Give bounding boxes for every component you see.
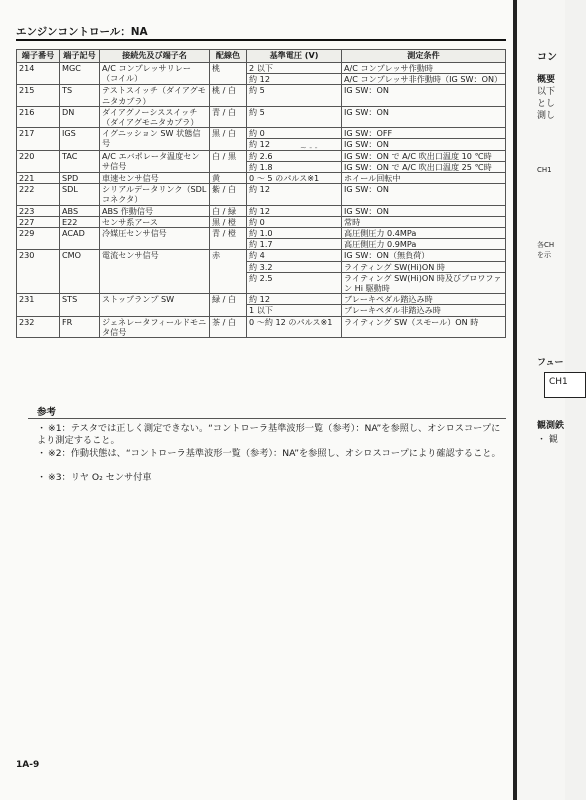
pencil-mark: ~ - - <box>300 143 318 152</box>
cell-connection: ジェネレータフィールドモニタ信号 <box>100 316 210 337</box>
col-header-wire-color: 配線色 <box>210 50 247 63</box>
cell-wire-color: 赤 <box>210 250 247 294</box>
cell-terminal-no: 230 <box>17 250 60 294</box>
cell-measurement-condition: ライティング SW（スモール）ON 時 <box>342 316 506 337</box>
cell-reference-voltage: 約 1.0 <box>247 228 342 239</box>
adjacent-box <box>544 372 586 398</box>
title-underline <box>16 39 506 41</box>
note-item <box>37 423 507 447</box>
table-row <box>17 228 506 239</box>
cell-terminal-no: 227 <box>17 216 60 227</box>
cell-connection: ストップランプ SW <box>100 294 210 316</box>
col-header-terminal-no: 端子番号 <box>17 50 60 63</box>
cell-terminal-symbol: MGC <box>60 63 100 85</box>
cell-reference-voltage: 約 3.2 <box>247 261 342 272</box>
adjacent-text: CH1 <box>537 166 552 174</box>
note-text: ※3：リヤ O₂ センサ付車 <box>48 472 152 483</box>
note-item <box>37 472 507 484</box>
cell-reference-voltage: 2 以下 <box>247 63 342 74</box>
table-row <box>17 184 506 205</box>
cell-measurement-condition: IG SW：ON（無負荷） <box>342 250 506 261</box>
adjacent-text: コン <box>537 52 557 63</box>
cell-terminal-no: 216 <box>17 106 60 127</box>
adjacent-text: とし <box>537 99 556 109</box>
cell-terminal-no: 223 <box>17 205 60 216</box>
cell-connection: A/C コンプレッサリレー（コイル） <box>100 63 210 85</box>
cell-reference-voltage: 約 1.8 <box>247 161 342 172</box>
cell-reference-voltage: 約 0 <box>247 128 342 139</box>
cell-terminal-symbol: STS <box>60 294 100 316</box>
cell-terminal-symbol: E22 <box>60 216 100 227</box>
table-row <box>17 294 506 305</box>
cell-terminal-symbol: ACAD <box>60 228 100 250</box>
cell-terminal-symbol: SDL <box>60 184 100 205</box>
cell-measurement-condition: ブレーキペダル踏込み時 <box>342 294 506 305</box>
cell-reference-voltage: 約 12 <box>247 74 342 85</box>
adjacent-text: CH1 <box>549 377 568 387</box>
cell-reference-voltage: 約 12 <box>247 294 342 305</box>
cell-connection: センサ系アース <box>100 216 210 227</box>
cell-reference-voltage: 0 ～約 12 のパルス※1 <box>247 316 342 337</box>
cell-reference-voltage: 約 5 <box>247 85 342 106</box>
terminal-table <box>16 49 506 338</box>
cell-reference-voltage: 約 12 <box>247 139 342 150</box>
adjacent-text: フュー <box>537 358 564 368</box>
cell-measurement-condition: IG SW：ON <box>342 106 506 127</box>
notes-divider <box>28 418 506 419</box>
cell-reference-voltage: 約 2.6 <box>247 150 342 161</box>
cell-terminal-symbol: TS <box>60 85 100 106</box>
cell-measurement-condition: IG SW：ON <box>342 139 506 150</box>
table-row <box>17 106 506 127</box>
cell-reference-voltage: 約 2.5 <box>247 272 342 293</box>
bullet-icon: ・ <box>37 448 47 459</box>
cell-connection: A/C エバポレータ温度センサ信号 <box>100 150 210 172</box>
cell-measurement-condition: IG SW：ON <box>342 85 506 106</box>
cell-terminal-symbol: SPD <box>60 173 100 184</box>
cell-reference-voltage: 約 12 <box>247 205 342 216</box>
col-header-terminal-symbol: 端子記号 <box>60 50 100 63</box>
cell-terminal-no: 221 <box>17 173 60 184</box>
cell-connection: テストスイッチ（ダイアグモニタカプラ） <box>100 85 210 106</box>
cell-wire-color: 青 / 白 <box>210 106 247 127</box>
cell-measurement-condition: ライティング SW(Hi)ON 時 <box>342 261 506 272</box>
col-header-reference-voltage: 基準電圧 (V) <box>247 50 342 63</box>
cell-terminal-no: 214 <box>17 63 60 85</box>
cell-measurement-condition: IG SW：ON で A/C 吹出口温度 25 ℃時 <box>342 161 506 172</box>
note-item <box>37 448 507 460</box>
adjacent-text: を示 <box>537 251 551 259</box>
table-header-row <box>17 50 506 63</box>
cell-terminal-symbol: FR <box>60 316 100 337</box>
cell-connection: ABS 作動信号 <box>100 205 210 216</box>
cell-wire-color: 黒 / 白 <box>210 128 247 150</box>
table-row <box>17 85 506 106</box>
adjacent-text: ・ 観 <box>537 435 558 445</box>
cell-terminal-symbol: DN <box>60 106 100 127</box>
cell-wire-color: 青 / 橙 <box>210 228 247 250</box>
table-row <box>17 205 506 216</box>
cell-reference-voltage: 約 12 <box>247 184 342 205</box>
note-text: ※1：テスタでは正しく測定できない。“コントローラ基準波形一覧（参考）：NA”を参照し、オシロスコープにより測定すること。 <box>37 423 501 446</box>
cell-terminal-symbol: CMO <box>60 250 100 294</box>
table-row <box>17 250 506 261</box>
cell-measurement-condition: ブレーキペダル非踏込み時 <box>342 305 506 316</box>
cell-wire-color: 黄 <box>210 173 247 184</box>
page-number: 1A-9 <box>16 760 40 770</box>
cell-reference-voltage: 約 5 <box>247 106 342 127</box>
cell-terminal-symbol: TAC <box>60 150 100 172</box>
table-row <box>17 173 506 184</box>
cell-wire-color: 茶 / 白 <box>210 316 247 337</box>
cell-reference-voltage: 約 1.7 <box>247 239 342 250</box>
adjacent-text: 各CH <box>537 241 555 249</box>
table-row <box>17 316 506 337</box>
cell-measurement-condition: 高圧側圧力 0.4MPa <box>342 228 506 239</box>
cell-terminal-no: 215 <box>17 85 60 106</box>
table-row <box>17 128 506 139</box>
table-row <box>17 150 506 161</box>
cell-measurement-condition: ホイール回転中 <box>342 173 506 184</box>
col-header-connection: 接続先及び端子名 <box>100 50 210 63</box>
cell-reference-voltage: 0 ～ 5 のパルス※1 <box>247 173 342 184</box>
bullet-icon: ・ <box>37 423 47 434</box>
table-row <box>17 63 506 74</box>
table-row <box>17 216 506 227</box>
cell-reference-voltage: 約 0 <box>247 216 342 227</box>
cell-connection: 冷媒圧センサ信号 <box>100 228 210 250</box>
cell-measurement-condition: IG SW：OFF <box>342 128 506 139</box>
cell-wire-color: 桃 <box>210 63 247 85</box>
bullet-icon: ・ <box>37 472 47 483</box>
cell-terminal-no: 231 <box>17 294 60 316</box>
cell-measurement-condition: IG SW：ON <box>342 205 506 216</box>
cell-wire-color: 黒 / 橙 <box>210 216 247 227</box>
notes-title: 参考 <box>37 407 57 418</box>
cell-reference-voltage: 1 以下 <box>247 305 342 316</box>
cell-measurement-condition: A/C コンプレッサ非作動時（IG SW：ON） <box>342 74 506 85</box>
adjacent-text: 以下 <box>537 87 556 97</box>
adjacent-text: 測し <box>537 111 556 121</box>
cell-terminal-no: 217 <box>17 128 60 150</box>
adjacent-text: 概要 <box>537 75 556 85</box>
cell-wire-color: 白 / 緑 <box>210 205 247 216</box>
cell-terminal-no: 222 <box>17 184 60 205</box>
cell-measurement-condition: IG SW：ON で A/C 吹出口温度 10 ℃時 <box>342 150 506 161</box>
cell-measurement-condition: ライティング SW(Hi)ON 時及びブロワファン Hi 駆動時 <box>342 272 506 293</box>
cell-measurement-condition: A/C コンプレッサ作動時 <box>342 63 506 74</box>
cell-wire-color: 緑 / 白 <box>210 294 247 316</box>
adjacent-text: 観測鉄 <box>537 421 565 431</box>
col-header-measurement-condition: 測定条件 <box>342 50 506 63</box>
cell-connection: イグニッション SW 状態信号 <box>100 128 210 150</box>
page-title: エンジンコントロール：NA <box>16 26 148 38</box>
cell-connection: 車速センサ信号 <box>100 173 210 184</box>
cell-terminal-no: 232 <box>17 316 60 337</box>
cell-measurement-condition: 常時 <box>342 216 506 227</box>
cell-wire-color: 白 / 黒 <box>210 150 247 172</box>
cell-connection: シリアルデータリンク（SDL コネクタ） <box>100 184 210 205</box>
cell-terminal-no: 220 <box>17 150 60 172</box>
cell-terminal-no: 229 <box>17 228 60 250</box>
note-text: ※2：作動状態は、“コントローラ基準波形一覧（参考）：NA”を参照し、オシロスコープにより確認すること。 <box>48 448 501 459</box>
cell-measurement-condition: IG SW：ON <box>342 184 506 205</box>
cell-connection: 電流センサ信号 <box>100 250 210 294</box>
cell-wire-color: 桃 / 白 <box>210 85 247 106</box>
cell-terminal-symbol: IGS <box>60 128 100 150</box>
cell-wire-color: 紫 / 白 <box>210 184 247 205</box>
adjacent-page <box>517 0 568 800</box>
cell-measurement-condition: 高圧側圧力 0.9MPa <box>342 239 506 250</box>
cell-connection: ダイアグノーシススイッチ（ダイアグモニタカプラ） <box>100 106 210 127</box>
terminal-table-body <box>17 63 506 338</box>
cell-reference-voltage: 約 4 <box>247 250 342 261</box>
cell-terminal-symbol: ABS <box>60 205 100 216</box>
